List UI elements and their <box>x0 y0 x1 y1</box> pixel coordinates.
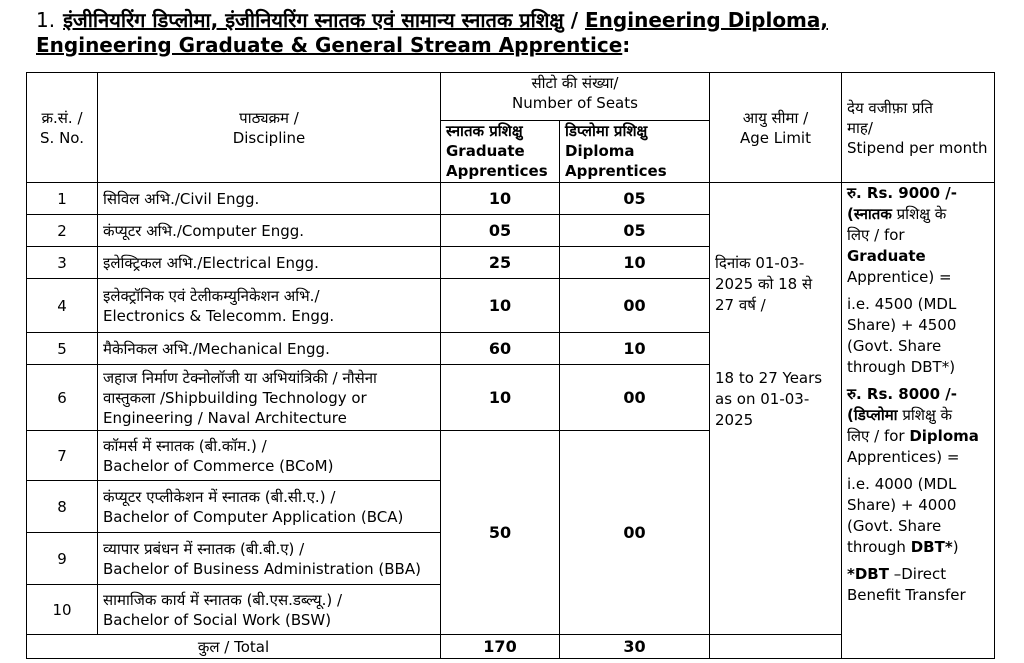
graduate-seats-cell: 10 <box>441 183 560 215</box>
diploma-seats-cell: 10 <box>560 333 710 365</box>
general-graduate-seats-cell: 50 <box>441 431 560 635</box>
discipline-cell: व्यापार प्रबंधन में स्नातक (बी.बी.ए) / Bachelor of Business Administration (BBA) <box>98 533 441 585</box>
sno-cell: 4 <box>27 279 98 333</box>
diploma-seats-cell: 00 <box>560 279 710 333</box>
discipline-cell: मैकेनिकल अभि./Mechanical Engg. <box>98 333 441 365</box>
header-stipend: देय वजीफ़ा प्रति माह/ Stipend per month <box>842 73 995 183</box>
discipline-cell: कॉमर्स में स्नातक (बी.कॉम.) / Bachelor of Commerce (BCoM) <box>98 431 441 481</box>
total-label: कुल / Total <box>27 635 441 659</box>
discipline-cell: कंप्यूटर एप्लीकेशन में स्नातक (बी.सी.ए.) / Bachelor of Computer Application (BCA) <box>98 481 441 533</box>
sno-cell: 2 <box>27 215 98 247</box>
heading-separator: / <box>563 8 586 32</box>
total-age-empty <box>710 635 842 659</box>
discipline-cell: कंप्यूटर अभि./Computer Engg. <box>98 215 441 247</box>
discipline-cell: इलेक्ट्रॉनिक एवं टेलीकम्युनिकेशन अभि./ Electronics & Telecomm. Engg. <box>98 279 441 333</box>
discipline-cell: जहाज निर्माण टेक्नोलॉजी या अभियांत्रिकी / नौसेना वास्तुकला /Shipbuilding Technology or Engineering / Naval Architecture <box>98 365 441 431</box>
sno-cell: 7 <box>27 431 98 481</box>
diploma-seats-cell: 05 <box>560 183 710 215</box>
graduate-seats-cell: 05 <box>441 215 560 247</box>
sno-cell: 9 <box>27 533 98 585</box>
discipline-cell: इलेक्ट्रिकल अभि./Electrical Engg. <box>98 247 441 279</box>
graduate-stipend-amount: रु. Rs. 9000 /- <box>847 184 957 202</box>
graduate-seats-cell: 10 <box>441 365 560 431</box>
age-limit-cell: दिनांक 01-03- 2025 को 18 से 27 वर्ष / 18 to 27 Years as on 01-03- 2025 <box>710 183 842 635</box>
table-row <box>27 183 995 215</box>
section-number: 1. <box>36 8 56 32</box>
header-age-limit: आयु सीमा / Age Limit <box>710 73 842 183</box>
stipend-cell: रु. Rs. 9000 /- (स्नातक प्रशिक्षु के लिए / for Graduate Apprentice) = i.e. 4500 (MDL Share) + 4500 (Govt. Share through DBT*) रु. Rs. 8000 /- (डिप्लोमा प्रशिक्षु के लिए / for Diploma Apprentices) = i.e. 4000 (MDL Share) + 4000 (Govt. Share through DBT*) *DBT –Direct Benefit Transfer <box>842 183 995 659</box>
heading-hindi: इंजीनियरिंग डिप्लोमा, इंजीनियरिंग स्नातक एवं सामान्य स्नातक प्रशिक्षु <box>63 8 564 32</box>
header-discipline: पाठ्यक्रम / Discipline <box>98 73 441 183</box>
header-graduate: स्नातक प्रशिक्षु Graduate Apprentices <box>441 121 560 183</box>
graduate-seats-cell: 10 <box>441 279 560 333</box>
diploma-seats-cell: 00 <box>560 365 710 431</box>
discipline-cell: सिविल अभि./Civil Engg. <box>98 183 441 215</box>
heading-colon: : <box>622 33 631 57</box>
sno-cell: 8 <box>27 481 98 533</box>
dbt-note: *DBT –Direct Benefit Transfer <box>847 565 966 604</box>
graduate-stipend-share: i.e. 4500 (MDL Share) + 4500 (Govt. Share through DBT*) <box>847 295 957 376</box>
general-diploma-seats-cell: 00 <box>560 431 710 635</box>
header-diploma: डिप्लोमा प्रशिक्षु Diploma Apprentices <box>560 121 710 183</box>
sno-cell: 3 <box>27 247 98 279</box>
graduate-seats-cell: 60 <box>441 333 560 365</box>
heading-english-line2: Engineering Graduate & General Stream Apprentice <box>36 33 623 57</box>
header-seats: सीटो की संख्या/ Number of Seats <box>441 73 710 121</box>
sno-cell: 1 <box>27 183 98 215</box>
section-heading <box>36 8 1001 58</box>
total-graduate: 170 <box>441 635 560 659</box>
total-diploma: 30 <box>560 635 710 659</box>
graduate-seats-cell: 25 <box>441 247 560 279</box>
sno-cell: 5 <box>27 333 98 365</box>
header-sno: क्र.सं. / S. No. <box>27 73 98 183</box>
sno-cell: 6 <box>27 365 98 431</box>
apprentice-seats-table <box>26 72 995 659</box>
diploma-seats-cell: 10 <box>560 247 710 279</box>
diploma-stipend-amount: रु. Rs. 8000 /- <box>847 385 957 403</box>
diploma-stipend-share: i.e. 4000 (MDL Share) + 4000 (Govt. Share through DBT*) <box>847 475 959 556</box>
sno-cell: 10 <box>27 585 98 635</box>
heading-english-line1: Engineering Diploma, <box>585 8 828 32</box>
diploma-seats-cell: 05 <box>560 215 710 247</box>
discipline-cell: सामाजिक कार्य में स्नातक (बी.एस.डब्ल्यू.) / Bachelor of Social Work (BSW) <box>98 585 441 635</box>
